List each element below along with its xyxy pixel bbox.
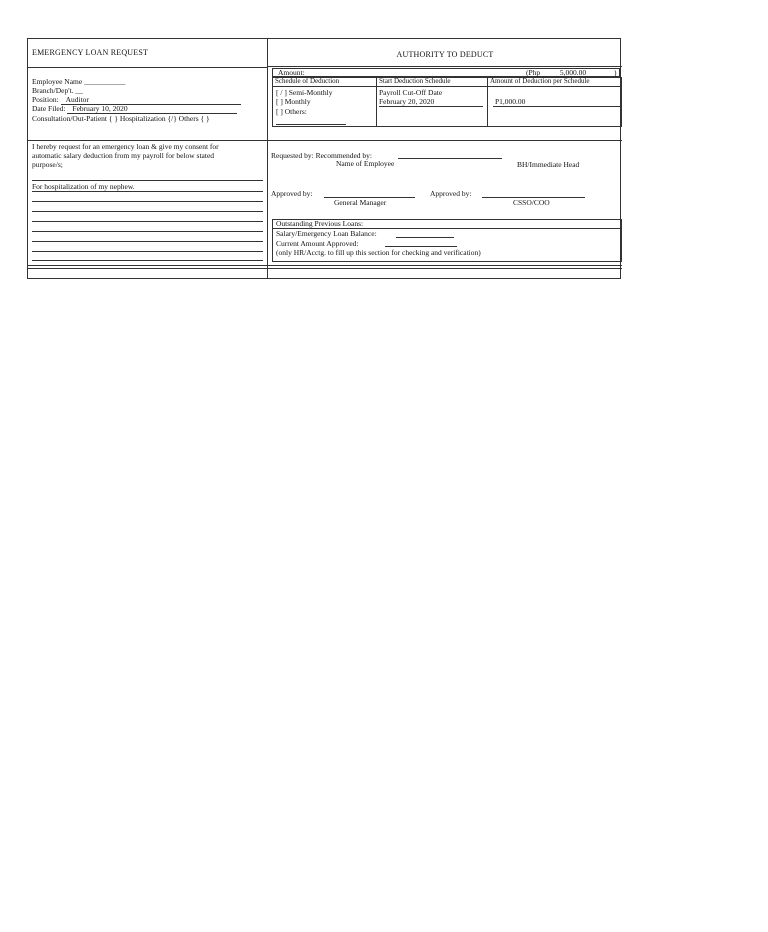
reason-line-2	[32, 201, 263, 202]
schedule-header: Schedule of Deduction	[275, 77, 340, 85]
schedule-monthly: [ ] Monthly	[276, 97, 311, 106]
reason-line-6	[32, 241, 263, 242]
consent-line-3: purpose/s;	[32, 160, 63, 169]
left-title-divider	[28, 67, 267, 68]
left-title: EMERGENCY LOAN REQUEST	[32, 48, 149, 57]
schedule-col-divider-2	[487, 77, 488, 127]
amount-suffix: )	[614, 68, 617, 77]
reason-line-1	[32, 191, 263, 192]
schedule-others-line	[276, 124, 346, 125]
date-filed-label: Date Filed:	[32, 104, 66, 113]
loan-balance-line	[396, 237, 454, 238]
name-of-employee-label: Name of Employee	[336, 159, 395, 168]
hr-note: (only HR/Acctg. to fill up this section for checking and verification)	[276, 248, 481, 257]
csso-coo-label: CSSO/COO	[513, 198, 550, 207]
center-divider	[267, 39, 268, 279]
recommended-by-line	[398, 158, 502, 159]
purpose-row: Consultation/Out-Patient { } Hospitalization {/} Others { }	[32, 114, 210, 123]
position-label: Position:	[32, 95, 59, 104]
employee-name-value: ___________	[84, 77, 126, 86]
employee-name-row	[32, 77, 125, 86]
amount-label: Amount:	[278, 68, 305, 77]
right-title: AUTHORITY TO DEDUCT	[396, 50, 494, 59]
reason-text: For hospitalization of my nephew.	[32, 182, 135, 191]
branch-value: __	[75, 86, 83, 95]
outstanding-loans-label: Outstanding Previous Loans:	[276, 219, 364, 228]
requested-by-label: Requested by: Recommended by:	[271, 151, 373, 160]
approved-by-label-2: Approved by:	[430, 189, 472, 198]
payroll-cutoff-date: February 20, 2020	[379, 97, 483, 107]
reason-line-5	[32, 231, 263, 232]
current-amount-line	[385, 246, 457, 247]
payroll-cutoff-label: Payroll Cut-Off Date	[379, 88, 443, 97]
bh-head-label: BH/Immediate Head	[517, 160, 580, 169]
date-filed-value: February 10, 2020	[67, 104, 237, 114]
schedule-col-divider-1	[376, 77, 377, 127]
reason-line-top	[32, 180, 263, 181]
consent-line-1: I hereby request for an emergency loan & give my consent for	[32, 142, 219, 151]
schedule-semi-monthly: [ / ] Semi-Monthly	[276, 88, 333, 97]
general-manager-label: General Manager	[334, 198, 387, 207]
reason-line-7	[32, 251, 263, 252]
left-section-divider	[28, 140, 267, 141]
bottom-divider-2	[28, 268, 622, 269]
position-value: Auditor	[61, 95, 241, 105]
schedule-others: [ ] Others:	[276, 107, 307, 116]
branch-label: Branch/Dep't.	[32, 86, 74, 95]
right-title-underline	[268, 66, 622, 67]
branch-row	[32, 86, 83, 95]
current-amount-label: Current Amount Approved:	[276, 239, 359, 248]
start-deduction-header: Start Deduction Schedule	[379, 77, 451, 85]
date-filed-row	[32, 104, 237, 114]
schedule-header-divider	[272, 86, 622, 87]
employee-name-label: Employee Name	[32, 77, 83, 86]
reason-line-3	[32, 211, 263, 212]
right-upper-divider	[268, 140, 622, 141]
per-schedule-amount: P1,000.00	[493, 97, 620, 107]
emergency-loan-form	[27, 38, 621, 279]
amount-prefix: (Php	[526, 68, 541, 77]
approved-by-label-1: Approved by:	[271, 189, 313, 198]
reason-line-4	[32, 221, 263, 222]
loan-balance-label: Salary/Emergency Loan Balance:	[276, 229, 377, 238]
bottom-divider-1	[28, 265, 622, 266]
amount-per-schedule-header: Amount of Deduction per Schedule	[490, 77, 590, 85]
amount-value: 5,000.00	[549, 68, 597, 78]
reason-line-8	[32, 260, 263, 261]
consent-line-2: automatic salary deduction from my payroll for below stated	[32, 151, 215, 160]
